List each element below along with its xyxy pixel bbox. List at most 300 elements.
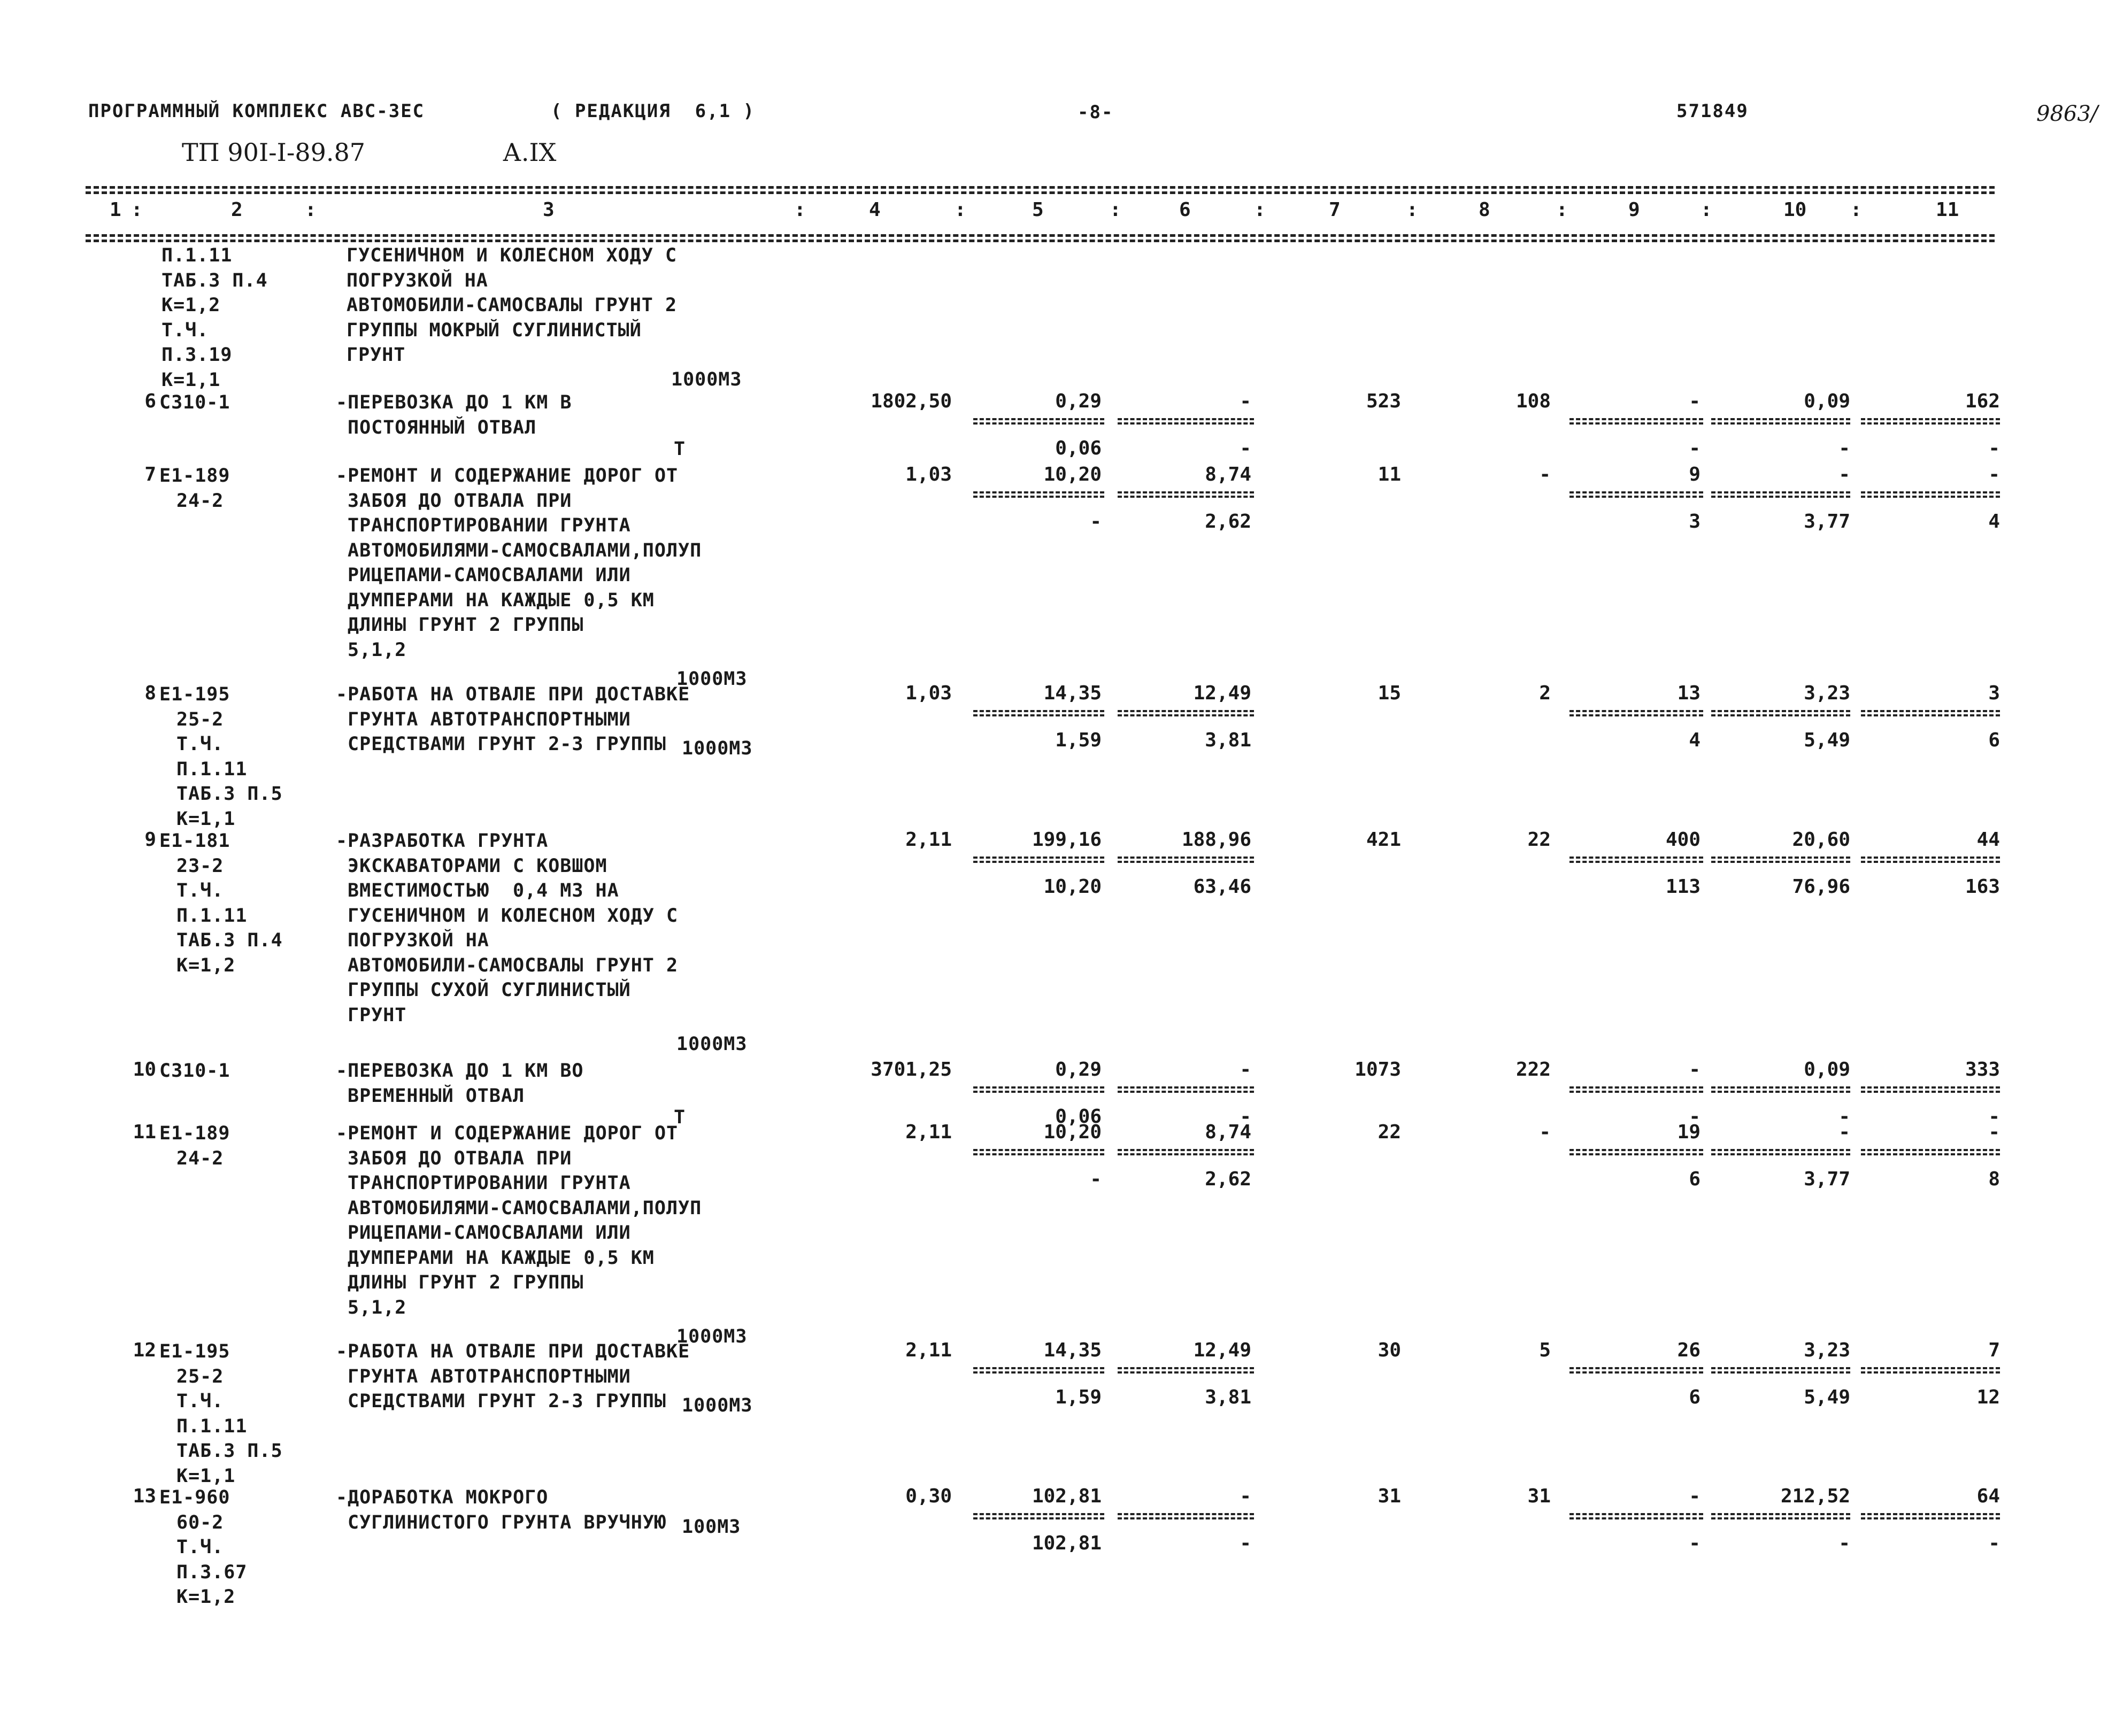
norm-code: П.3.67 <box>176 1561 248 1583</box>
norm-code: П.1.11 <box>176 905 248 927</box>
value-separator-line <box>1711 1086 1850 1089</box>
header-top-rule-2 <box>86 191 1995 194</box>
value-separator-line <box>1861 857 2000 859</box>
prefix-description: ГУСЕНИЧНОМ И КОЛЕСНОМ ХОДУ С ПОГРУЗКОЙ НА АВТОМОБИЛИ-САМОСВАЛЫ ГРУНТ 2 ГРУППЫ МОКРЫЙ СУГЛИНИСТЫЙ ГРУНТ <box>347 245 678 366</box>
value-separator-line <box>1711 1371 1850 1374</box>
prefix-unit: 1000М3 <box>671 369 742 390</box>
header-bottom-rule-2 <box>86 240 1995 242</box>
value-c7: 421 <box>1366 829 1401 851</box>
row-number: 9 <box>144 829 156 851</box>
value-c9-second: - <box>1689 1106 1701 1128</box>
value-separator-line <box>1118 861 1254 863</box>
value-separator-line <box>973 496 1104 498</box>
norm-code: 23-2 <box>176 855 224 877</box>
value-separator-line <box>1861 1086 2000 1089</box>
header-top-rule <box>86 186 1995 189</box>
value-separator-line <box>1569 1513 1703 1515</box>
value-c7: 15 <box>1378 682 1401 704</box>
work-description-line: СУГЛИНИСТОГО ГРУНТА ВРУЧНУЮ <box>348 1511 666 1533</box>
value-c6: 188,96 <box>1181 829 1251 851</box>
value-c5-second: - <box>1090 511 1102 533</box>
value-c10: 0,09 <box>1804 390 1850 412</box>
quantity-value: 2,11 <box>905 1339 952 1361</box>
document-number: 571849 <box>1676 101 1749 122</box>
measurement-unit: 1000М3 <box>676 1033 748 1055</box>
value-separator-line <box>973 1517 1104 1519</box>
norm-code: ТАБ.3 П.4 <box>176 930 283 951</box>
work-description-line: -РЕМОНТ И СОДЕРЖАНИЕ ДОРОГ ОТ <box>336 465 679 487</box>
value-separator-line <box>973 1149 1104 1151</box>
value-separator-line <box>1861 1149 2000 1151</box>
row-number: 6 <box>144 390 156 412</box>
column-separator: : <box>955 199 966 221</box>
value-c8: 222 <box>1515 1059 1551 1081</box>
value-c11: 7 <box>1988 1339 2000 1361</box>
value-c5-second: 0,06 <box>1055 437 1102 459</box>
column-separator: : <box>131 199 143 221</box>
work-description-line: ГУСЕНИЧНОМ И КОЛЕСНОМ ХОДУ С <box>348 905 679 927</box>
work-description-line: -ПЕРЕВОЗКА ДО 1 КМ В <box>336 392 572 413</box>
norm-code: Т.Ч. <box>176 734 224 755</box>
value-c9: - <box>1689 390 1701 412</box>
value-c11-second: 8 <box>1988 1168 2000 1190</box>
column-separator: : <box>1110 199 1121 221</box>
page-number: -8- <box>1078 102 1114 123</box>
work-description-line: ЭКСКАВАТОРАМИ С КОВШОМ <box>348 855 607 877</box>
value-c10-second: 76,96 <box>1792 876 1850 898</box>
value-c10-second: 3,77 <box>1804 511 1850 533</box>
value-c5: 0,29 <box>1055 1059 1102 1081</box>
row-number: 13 <box>133 1485 156 1507</box>
column-number: 1 <box>110 199 121 221</box>
value-c10-second: 3,77 <box>1804 1168 1850 1190</box>
value-separator-line <box>973 857 1104 859</box>
work-description-line: ГРУНТА АВТОТРАНСПОРТНЫМИ <box>348 708 631 730</box>
work-description-line: -РАБОТА НА ОТВАЛЕ ПРИ ДОСТАВКЕ <box>336 1341 690 1362</box>
value-c5: 14,35 <box>1043 682 1102 704</box>
value-c9: 26 <box>1677 1339 1701 1361</box>
value-separator-line <box>1861 710 2000 712</box>
norm-code: Е1-195 <box>159 684 230 705</box>
value-c6-second: 3,81 <box>1205 1386 1251 1408</box>
value-separator-line <box>1569 496 1703 498</box>
value-separator-line <box>1118 496 1254 498</box>
value-c9-second: - <box>1689 1532 1701 1554</box>
value-c6-second: - <box>1240 1532 1251 1554</box>
norm-code: Е1-189 <box>159 465 230 487</box>
value-separator-line <box>1711 857 1850 859</box>
work-description-line: ДЛИНЫ ГРУНТ 2 ГРУППЫ <box>348 614 584 636</box>
value-c10: 212,52 <box>1780 1485 1850 1507</box>
norm-code: Т.Ч. <box>176 880 224 901</box>
measurement-unit: 100М3 <box>682 1516 741 1538</box>
value-c10: 3,23 <box>1804 682 1850 704</box>
value-separator-line <box>1861 714 2000 716</box>
value-separator-line <box>1569 710 1703 712</box>
work-description-line: СРЕДСТВАМИ ГРУНТ 2-3 ГРУППЫ <box>348 734 666 755</box>
value-c8: 2 <box>1539 682 1551 704</box>
value-separator-line <box>1711 1153 1850 1155</box>
value-c6: - <box>1240 1059 1251 1081</box>
work-description-line: ГРУНТ <box>348 1004 407 1026</box>
quantity-value: 3701,25 <box>871 1059 952 1081</box>
work-description-line: АВТОМОБИЛИ-САМОСВАЛЫ ГРУНТ 2 <box>348 954 679 976</box>
value-c9: - <box>1689 1485 1701 1507</box>
work-description-line: ЗАБОЯ ДО ОТВАЛА ПРИ <box>348 490 572 512</box>
value-c5: 199,16 <box>1032 829 1102 851</box>
value-c10-second: 5,49 <box>1804 1386 1850 1408</box>
column-number: 4 <box>869 199 881 221</box>
column-number: 5 <box>1032 199 1044 221</box>
value-separator-line <box>973 710 1104 712</box>
work-description-line: 5,1,2 <box>348 1297 407 1318</box>
program-title: ПРОГРАММНЫЙ КОМПЛЕКС АВС-3ЕС <box>88 101 425 122</box>
value-c6: - <box>1240 1485 1251 1507</box>
value-c9: 400 <box>1665 829 1701 851</box>
column-number: 11 <box>1936 199 1959 221</box>
value-c11: 333 <box>1965 1059 2000 1081</box>
column-separator: : <box>1254 199 1266 221</box>
value-separator-line <box>1118 418 1254 420</box>
value-c9-second: 6 <box>1689 1386 1701 1408</box>
value-c10: - <box>1838 464 1850 485</box>
value-c6-second: 2,62 <box>1205 511 1251 533</box>
work-description-line: -ДОРАБОТКА МОКРОГО <box>336 1487 549 1508</box>
value-separator-line <box>1711 1091 1850 1093</box>
value-separator-line <box>1861 1371 2000 1374</box>
row-number: 8 <box>144 682 156 704</box>
quantity-value: 2,11 <box>905 1121 952 1143</box>
value-separator-line <box>1861 1517 2000 1519</box>
norm-code: 24-2 <box>176 1147 224 1169</box>
value-c5: 10,20 <box>1043 464 1102 485</box>
value-c11-second: 12 <box>1976 1386 2000 1408</box>
value-separator-line <box>1711 1149 1850 1151</box>
value-separator-line <box>973 1091 1104 1093</box>
value-separator-line <box>1569 1149 1703 1151</box>
value-c7: 31 <box>1378 1485 1401 1507</box>
quantity-value: 1,03 <box>905 682 952 704</box>
value-separator-line <box>1569 1517 1703 1519</box>
norm-code: ТАБ.3 П.5 <box>176 783 283 805</box>
value-separator-line <box>1569 714 1703 716</box>
value-c5-second: 1,59 <box>1055 729 1102 751</box>
work-description-line: ДУМПЕРАМИ НА КАЖДЫЕ 0,5 КМ <box>348 589 655 611</box>
norm-code: К=1,2 <box>176 954 236 976</box>
value-separator-line <box>1711 496 1850 498</box>
value-separator-line <box>973 422 1104 425</box>
column-number: 10 <box>1783 199 1807 221</box>
row-number: 12 <box>133 1339 156 1361</box>
work-description-line: ВМЕСТИМОСТЬЮ 0,4 М3 НА <box>348 880 619 901</box>
column-number: 9 <box>1628 199 1640 221</box>
quantity-value: 1802,50 <box>871 390 952 412</box>
value-c11-second: - <box>1988 1106 2000 1128</box>
edition-label: ( РЕДАКЦИЯ 6,1 ) <box>551 101 755 122</box>
value-separator-line <box>1711 710 1850 712</box>
norm-code: Е1-195 <box>159 1341 230 1362</box>
row-number: 11 <box>133 1121 156 1143</box>
value-c10-second: 5,49 <box>1804 729 1850 751</box>
value-c10: - <box>1838 1121 1850 1143</box>
value-separator-line <box>973 1086 1104 1089</box>
column-separator: : <box>1556 199 1568 221</box>
value-c11-second: 6 <box>1988 729 2000 751</box>
measurement-unit: 1000М3 <box>682 1395 753 1416</box>
work-description-line: 5,1,2 <box>348 639 407 661</box>
norm-code: К=1,1 <box>176 808 236 830</box>
value-separator-line <box>1711 714 1850 716</box>
value-separator-line <box>973 861 1104 863</box>
value-separator-line <box>1118 422 1254 425</box>
value-separator-line <box>1861 861 2000 863</box>
header-bottom-rule <box>86 234 1995 237</box>
value-separator-line <box>973 714 1104 716</box>
work-description-line: ЗАБОЯ ДО ОТВАЛА ПРИ <box>348 1147 572 1169</box>
norm-code: Т.Ч. <box>176 1391 224 1412</box>
work-description-line: РИЦЕПАМИ-САМОСВАЛАМИ ИЛИ <box>348 1222 631 1244</box>
value-c5: 10,20 <box>1043 1121 1102 1143</box>
measurement-unit: 1000М3 <box>682 738 753 759</box>
value-c10: 3,23 <box>1804 1339 1850 1361</box>
value-separator-line <box>1118 1513 1254 1515</box>
value-c6: 12,49 <box>1193 682 1251 704</box>
quantity-value: 2,11 <box>905 829 952 851</box>
column-separator: : <box>1701 199 1712 221</box>
value-c11: - <box>1988 464 2000 485</box>
value-c5-second: 1,59 <box>1055 1386 1102 1408</box>
value-c9-second: 6 <box>1689 1168 1701 1190</box>
value-separator-line <box>1569 1086 1703 1089</box>
work-description-line: -РАБОТА НА ОТВАЛЕ ПРИ ДОСТАВКЕ <box>336 684 690 705</box>
value-c9-second: 4 <box>1689 729 1701 751</box>
value-c6-second: 63,46 <box>1193 876 1251 898</box>
value-separator-line <box>1861 1091 2000 1093</box>
value-separator-line <box>1711 422 1850 425</box>
value-c5-second: 102,81 <box>1032 1532 1102 1554</box>
value-c10-second: - <box>1838 1106 1850 1128</box>
norm-code: 25-2 <box>176 1365 224 1387</box>
value-c6: 12,49 <box>1193 1339 1251 1361</box>
value-separator-line <box>1569 857 1703 859</box>
column-separator: : <box>794 199 806 221</box>
value-c11: 64 <box>1976 1485 2000 1507</box>
value-separator-line <box>1118 1371 1254 1374</box>
work-description-line: СРЕДСТВАМИ ГРУНТ 2-3 ГРУППЫ <box>348 1391 666 1412</box>
quantity-value: 0,30 <box>905 1485 952 1507</box>
value-c11: - <box>1988 1121 2000 1143</box>
value-separator-line <box>973 1371 1104 1374</box>
project-code: ТП 90I-I-89.87 <box>182 138 366 167</box>
value-c11: 3 <box>1988 682 2000 704</box>
norm-code: С310-1 <box>159 1060 230 1082</box>
norm-code: Т.Ч. <box>176 1537 224 1558</box>
value-separator-line <box>1118 710 1254 712</box>
work-description-line: ТРАНСПОРТИРОВАНИИ ГРУНТА <box>348 1172 631 1194</box>
norm-code: К=1,2 <box>176 1586 236 1608</box>
row-number: 7 <box>144 464 156 485</box>
value-separator-line <box>1569 1091 1703 1093</box>
value-c9: - <box>1689 1059 1701 1081</box>
value-c10-second: - <box>1838 437 1850 459</box>
value-c11-second: 163 <box>1965 876 2000 898</box>
norm-code: П.1.11 <box>176 758 248 780</box>
value-c6-second: 3,81 <box>1205 729 1251 751</box>
work-description-line: ГРУНТА АВТОТРАНСПОРТНЫМИ <box>348 1365 631 1387</box>
column-separator: : <box>1850 199 1862 221</box>
value-c5-second: 10,20 <box>1043 876 1102 898</box>
work-description-line: ГРУППЫ СУХОЙ СУГЛИНИСТЫЙ <box>348 979 631 1001</box>
value-separator-line <box>973 418 1104 420</box>
value-c5: 0,29 <box>1055 390 1102 412</box>
column-separator: : <box>1406 199 1418 221</box>
measurement-unit: Т <box>674 1107 686 1128</box>
work-description-line: -РЕМОНТ И СОДЕРЖАНИЕ ДОРОГ ОТ <box>336 1123 679 1144</box>
value-separator-line <box>973 1513 1104 1515</box>
value-c6: - <box>1240 390 1251 412</box>
measurement-unit: 1000М3 <box>676 668 748 690</box>
value-c5-second: 0,06 <box>1055 1106 1102 1128</box>
value-separator-line <box>1861 491 2000 493</box>
value-c9-second: 3 <box>1689 511 1701 533</box>
value-separator-line <box>973 491 1104 493</box>
work-description-line: ПОГРУЗКОЙ НА <box>348 930 489 951</box>
value-separator-line <box>1118 857 1254 859</box>
column-number: 8 <box>1479 199 1490 221</box>
value-c9: 13 <box>1677 682 1701 704</box>
norm-code: Е1-960 <box>159 1487 230 1508</box>
value-separator-line <box>973 1153 1104 1155</box>
value-separator-line <box>1118 1091 1254 1093</box>
value-separator-line <box>1569 491 1703 493</box>
value-c8: 22 <box>1527 829 1551 851</box>
measurement-unit: Т <box>674 438 686 460</box>
value-separator-line <box>1118 714 1254 716</box>
value-separator-line <box>1861 1367 2000 1369</box>
work-description-line: ДЛИНЫ ГРУНТ 2 ГРУППЫ <box>348 1272 584 1293</box>
value-c10-second: - <box>1838 1532 1850 1554</box>
work-description-line: ВРЕМЕННЫЙ ОТВАЛ <box>348 1085 525 1107</box>
value-separator-line <box>1569 1367 1703 1369</box>
value-separator-line <box>1118 491 1254 493</box>
value-separator-line <box>1711 1367 1850 1369</box>
value-c8: 31 <box>1527 1485 1551 1507</box>
value-c7: 30 <box>1378 1339 1401 1361</box>
value-separator-line <box>1118 1086 1254 1089</box>
value-separator-line <box>1711 491 1850 493</box>
value-separator-line <box>1569 422 1703 425</box>
work-description-line: -ПЕРЕВОЗКА ДО 1 КМ ВО <box>336 1060 584 1082</box>
value-c11-second: 4 <box>1988 511 2000 533</box>
measurement-unit: 1000М3 <box>676 1326 748 1347</box>
value-c11-second: - <box>1988 437 2000 459</box>
norm-code: П.1.11 <box>176 1415 248 1437</box>
value-separator-line <box>973 1367 1104 1369</box>
work-description-line: АВТОМОБИЛЯМИ-САМОСВАЛАМИ,ПОЛУП <box>348 1197 702 1219</box>
album-code: А.IX <box>503 138 557 167</box>
value-c5: 102,81 <box>1032 1485 1102 1507</box>
norm-code: С310-1 <box>159 392 230 413</box>
norm-code: 60-2 <box>176 1511 224 1533</box>
value-c7: 523 <box>1366 390 1401 412</box>
value-c9: 19 <box>1677 1121 1701 1143</box>
value-separator-line <box>1569 1153 1703 1155</box>
quantity-value: 1,03 <box>905 464 952 485</box>
value-c8: - <box>1539 464 1551 485</box>
value-separator-line <box>1861 1513 2000 1515</box>
row-number: 10 <box>133 1059 156 1081</box>
value-separator-line <box>1711 1513 1850 1515</box>
norm-code: 24-2 <box>176 490 224 512</box>
handwritten-sheet-number: 9863/ <box>2036 102 2098 126</box>
column-number: 7 <box>1329 199 1341 221</box>
work-description-line: -РАЗРАБОТКА ГРУНТА <box>336 830 549 852</box>
work-description-line: РИЦЕПАМИ-САМОСВАЛАМИ ИЛИ <box>348 565 631 586</box>
value-separator-line <box>1711 418 1850 420</box>
value-separator-line <box>1118 1517 1254 1519</box>
value-separator-line <box>1861 496 2000 498</box>
value-separator-line <box>1711 861 1850 863</box>
value-c8: 108 <box>1515 390 1551 412</box>
value-separator-line <box>1861 422 2000 425</box>
value-separator-line <box>1118 1153 1254 1155</box>
value-separator-line <box>1118 1367 1254 1369</box>
column-number: 3 <box>543 199 555 221</box>
value-c6: 8,74 <box>1205 464 1251 485</box>
value-c11: 44 <box>1976 829 2000 851</box>
norm-code: Е1-181 <box>159 830 230 852</box>
value-c11: 162 <box>1965 390 2000 412</box>
work-description-line: ПОСТОЯННЫЙ ОТВАЛ <box>348 416 537 438</box>
value-separator-line <box>1569 418 1703 420</box>
value-c9-second: 113 <box>1665 876 1701 898</box>
value-c9-second: - <box>1689 437 1701 459</box>
value-separator-line <box>1861 418 2000 420</box>
work-description-line: АВТОМОБИЛЯМИ-САМОСВАЛАМИ,ПОЛУП <box>348 539 702 561</box>
value-c7: 1073 <box>1355 1059 1401 1081</box>
work-description-line: ДУМПЕРАМИ НА КАЖДЫЕ 0,5 КМ <box>348 1247 655 1269</box>
value-c10: 0,09 <box>1804 1059 1850 1081</box>
value-c8: - <box>1539 1121 1551 1143</box>
value-c7: 22 <box>1378 1121 1401 1143</box>
value-c6-second: - <box>1240 437 1251 459</box>
norm-code: ТАБ.3 П.5 <box>176 1440 283 1462</box>
norm-code: Е1-189 <box>159 1123 230 1144</box>
value-c7: 11 <box>1378 464 1401 485</box>
value-separator-line <box>1118 1149 1254 1151</box>
value-c6: 8,74 <box>1205 1121 1251 1143</box>
value-c11-second: - <box>1988 1532 2000 1554</box>
norm-code: К=1,1 <box>176 1465 236 1487</box>
value-c8: 5 <box>1539 1339 1551 1361</box>
work-description-line: ТРАНСПОРТИРОВАНИИ ГРУНТА <box>348 515 631 536</box>
value-separator-line <box>1861 1153 2000 1155</box>
value-separator-line <box>1711 1517 1850 1519</box>
column-number: 2 <box>231 199 243 221</box>
value-c6-second: 2,62 <box>1205 1168 1251 1190</box>
value-separator-line <box>1569 1371 1703 1374</box>
column-separator: : <box>305 199 317 221</box>
value-c9: 9 <box>1689 464 1701 485</box>
value-c5-second: - <box>1090 1168 1102 1190</box>
prefix-codes: П.1.11 ТАБ.3 П.4 К=1,2 Т.Ч. П.3.19 К=1,1 <box>161 245 268 391</box>
value-c6-second: - <box>1240 1106 1251 1128</box>
column-number: 6 <box>1179 199 1191 221</box>
value-c10: 20,60 <box>1792 829 1850 851</box>
value-c5: 14,35 <box>1043 1339 1102 1361</box>
value-separator-line <box>1569 861 1703 863</box>
norm-code: 25-2 <box>176 708 224 730</box>
